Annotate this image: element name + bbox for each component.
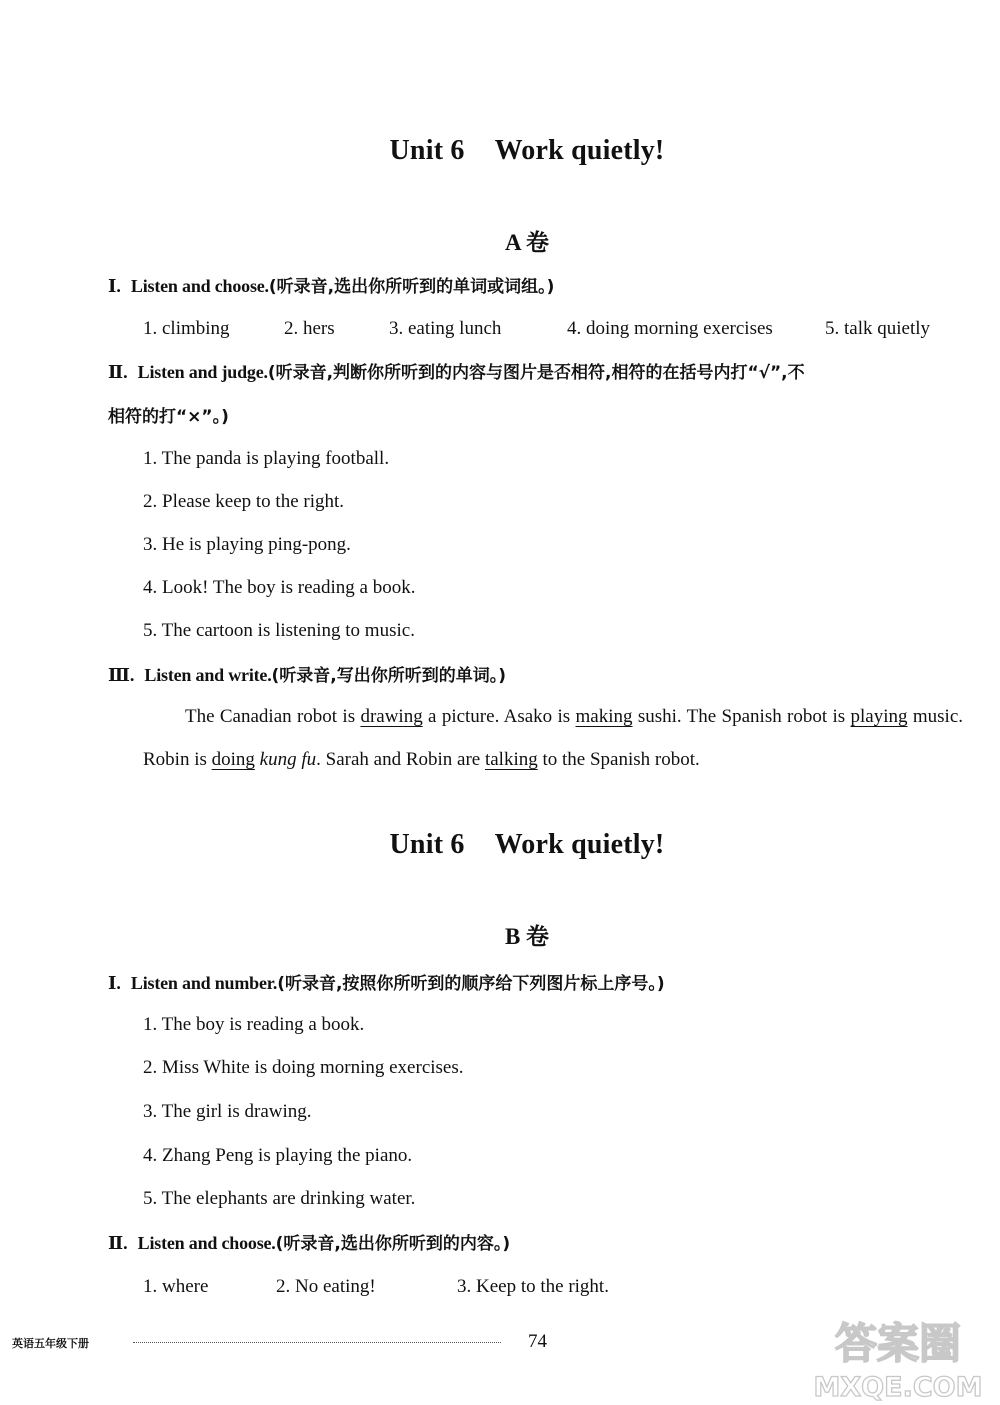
roman-numeral: Ⅲ. (108, 665, 135, 685)
option: 1. where (143, 1276, 209, 1297)
italic-text: kung fu (259, 749, 317, 770)
roman-numeral: Ⅰ. (108, 276, 121, 296)
unit-name: Work quietly! (494, 135, 665, 166)
watermark-logo (808, 1308, 988, 1403)
text: sushi. The Spanish robot is (632, 706, 851, 727)
question-heading-b2 (108, 1222, 968, 1266)
question-heading-a1 (108, 265, 968, 309)
question-heading-a3 (108, 654, 968, 698)
roman-numeral: Ⅱ. (108, 1233, 128, 1253)
option: 2. No eating! (276, 1276, 376, 1297)
unit-name: Work quietly! (494, 829, 665, 860)
instruction-zh: (听录音,写出你所听到的单词。) (271, 666, 507, 686)
instruction-en: Listen and choose. (130, 276, 269, 296)
instruction-zh: (听录音,选出你所听到的内容。) (275, 1234, 511, 1254)
list-item: 3. He is playing ping-pong. (143, 534, 351, 555)
section-title-b: B 卷 (504, 924, 550, 949)
text: music. Robin is (143, 706, 964, 770)
fill-in-paragraph (143, 695, 963, 781)
instruction-zh: (听录音,按照你所听到的顺序给下列图片标上序号。) (277, 974, 665, 994)
list-item: 3. The girl is drawing. (143, 1101, 312, 1122)
text: to the Spanish robot. (537, 749, 700, 770)
section-title-a: A 卷 (504, 230, 550, 255)
list-item: 1. The panda is playing football. (143, 448, 390, 469)
watermark-text: 答案圈 (834, 1319, 962, 1368)
instruction-en: Listen and number. (130, 973, 278, 993)
option: 2. hers (284, 318, 335, 339)
question-heading-a2 (108, 351, 968, 439)
option: 4. doing morning exercises (567, 318, 773, 339)
instruction-en: Listen and judge. (137, 362, 268, 382)
instruction-zh: (听录音,判断你所听到的内容与图片是否相符,相符的在括号内打“√”,不 (267, 363, 805, 383)
instruction-zh-continued: 相符的打“×”。) (108, 407, 229, 427)
list-item: 4. Zhang Peng is playing the piano. (143, 1145, 413, 1166)
list-item: 2. Please keep to the right. (143, 491, 345, 512)
answer-word: talking (484, 749, 538, 770)
roman-numeral: Ⅱ. (108, 362, 128, 382)
instruction-zh: (听录音,选出你所听到的单词或词组。) (268, 277, 555, 297)
answer-word: playing (850, 706, 908, 727)
page-number: 74 (528, 1331, 547, 1352)
option: 1. climbing (143, 318, 230, 339)
list-item: 2. Miss White is doing morning exercises. (143, 1057, 464, 1078)
unit-label: Unit 6 (389, 829, 465, 860)
answer-word: drawing (360, 706, 423, 727)
answer-word: making (575, 706, 633, 727)
list-item: 5. The elephants are drinking water. (143, 1188, 416, 1209)
instruction-en: Listen and write. (144, 665, 272, 685)
instruction-en: Listen and choose. (137, 1233, 276, 1253)
book-name: 英语五年级下册 (12, 1337, 89, 1350)
list-item: 5. The cartoon is listening to music. (143, 620, 415, 641)
answer-word: doing (211, 749, 255, 770)
option: 5. talk quietly (825, 318, 931, 339)
list-item: 1. The boy is reading a book. (143, 1014, 365, 1035)
text: . Sarah and Robin are (316, 749, 485, 770)
option: 3. eating lunch (389, 318, 502, 339)
unit-title-b (0, 829, 1000, 861)
question-heading-b1 (108, 962, 968, 1006)
text: a picture. Asako is (422, 706, 576, 727)
footer-divider (133, 1342, 501, 1343)
unit-title-a (0, 135, 1000, 167)
list-item: 4. Look! The boy is reading a book. (143, 577, 416, 598)
roman-numeral: Ⅰ. (108, 973, 121, 993)
option: 3. Keep to the right. (457, 1276, 609, 1297)
text: The Canadian robot is (185, 706, 361, 727)
unit-label: Unit 6 (389, 135, 465, 166)
watermark-url: MXQE.COM (813, 1372, 983, 1403)
